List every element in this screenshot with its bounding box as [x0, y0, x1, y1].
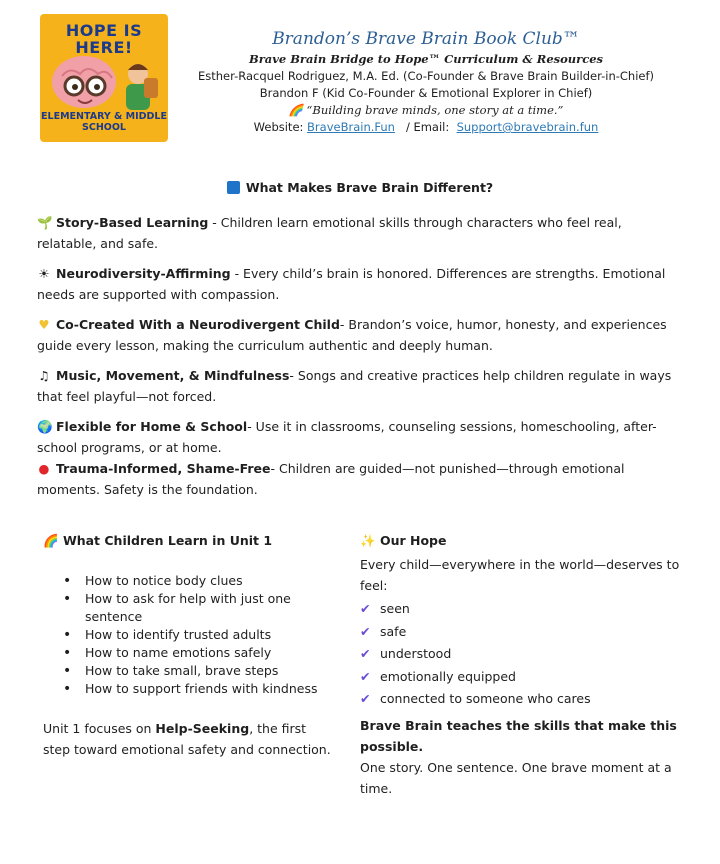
- website-label: Website:: [253, 120, 304, 134]
- features-list: [37, 212, 677, 509]
- list-item-text: safe: [380, 623, 407, 639]
- list-item: • How to name emotions safely: [63, 644, 333, 662]
- club-title: Brandon’s Brave Brain Book Club™: [272, 29, 580, 49]
- check-icon: ✔: [360, 623, 371, 639]
- feature-title: Music, Movement, & Mindfulness: [56, 368, 290, 383]
- list-item: • How to ask for help with just one sentence: [63, 590, 333, 626]
- hope-intro: Every child—everywhere in the world—deserves to feel:: [360, 557, 680, 593]
- sun-icon: ☀: [38, 266, 50, 281]
- note-pre: Unit 1 focuses on: [43, 721, 156, 736]
- unit-focus-note: [43, 718, 333, 760]
- curriculum-title: Brave Brain Bridge to Hope™ Curriculum & Resources: [248, 52, 603, 66]
- feature-text: - Every child’s brain is honored. Differences are strengths. Emotional needs are supported with compassion.: [37, 266, 666, 302]
- email-label: / Email:: [405, 120, 450, 134]
- hope-heading-text: Our Hope: [379, 533, 447, 548]
- learn-list: [63, 572, 333, 698]
- red-circle-icon: ●: [38, 461, 50, 476]
- feature-text: - Children are guided—not punished—through emotional moments. Safety is the foundation.: [37, 461, 625, 497]
- list-item: • How to identify trusted adults: [63, 626, 333, 644]
- check-icon: ✔: [360, 646, 371, 661]
- feature-item: [37, 263, 677, 305]
- contact-line: [176, 119, 676, 136]
- feature-item: [37, 416, 677, 458]
- learn-heading: [43, 532, 333, 550]
- feature-title: Story-Based Learning: [56, 215, 209, 230]
- yellow-heart-icon: ♥: [38, 317, 50, 332]
- list-item: [360, 643, 680, 666]
- list-item: [360, 666, 680, 689]
- feature-text: - Children learn emotional skills through characters who feel real, relatable, and safe.: [37, 215, 622, 251]
- feature-text: - Use it in classrooms, counseling sessions, homeschooling, after-school programs, or at home.: [37, 419, 657, 455]
- globe-icon: 🌍: [37, 419, 53, 434]
- founder-line: Esther-Racquel Rodriguez, M.A. Ed. (Co-Founder & Brave Brain Builder-in-Chief): [197, 69, 655, 83]
- list-item: • How to take small, brave steps: [63, 662, 333, 680]
- list-item: [360, 688, 680, 711]
- list-item: • How to support friends with kindness: [63, 680, 333, 698]
- rainbow-icon: 🌈: [43, 533, 59, 548]
- feature-title: Trauma-Informed, Shame-Free: [56, 461, 271, 476]
- different-heading-text: What Makes Brave Brain Different?: [245, 180, 494, 195]
- hope-is-here-logo: [40, 14, 168, 142]
- feature-text: - Songs and creative practices help children regulate in ways that feel playful—not forced.: [37, 368, 672, 404]
- seedling-icon: 🌱: [37, 215, 53, 230]
- sparkles-icon: ✨: [360, 533, 376, 548]
- feature-item: [37, 365, 677, 407]
- feature-title: Co-Created With a Neurodivergent Child: [56, 317, 340, 332]
- blue-book-icon: [227, 181, 240, 194]
- learn-column: [43, 532, 333, 760]
- hope-closing: One story. One sentence. One brave moment at a time.: [360, 759, 672, 796]
- header: [176, 28, 676, 136]
- different-heading: [0, 179, 720, 197]
- logo-top-text: HOPE IS HERE!: [65, 21, 143, 57]
- check-icon: ✔: [360, 601, 371, 616]
- list-item: [360, 621, 680, 644]
- brain-character-icon: [40, 52, 168, 114]
- feature-item: [37, 212, 677, 254]
- check-icon: ✔: [360, 691, 371, 706]
- list-item-text: seen: [380, 601, 410, 616]
- check-icon: ✔: [360, 668, 371, 684]
- tagline-text: “Building brave minds, one story at a time.”: [306, 103, 564, 117]
- note-post: , the first step toward emotional safety and connection.: [43, 721, 331, 757]
- hope-bold-line: Brave Brain teaches the skills that make this possible.: [360, 717, 677, 754]
- tagline: [176, 102, 676, 119]
- list-item: [360, 598, 680, 621]
- rainbow-icon: 🌈: [288, 103, 303, 117]
- list-item-text: understood: [380, 646, 452, 661]
- list-item-text: emotionally equipped: [380, 668, 516, 684]
- note-bold: Help-Seeking: [155, 721, 250, 736]
- feature-title: Flexible for Home & School: [56, 419, 248, 434]
- learn-heading-text: What Children Learn in Unit 1: [62, 533, 273, 548]
- email-link[interactable]: Support@bravebrain.fun: [456, 120, 599, 134]
- list-item: • How to notice body clues: [63, 572, 333, 590]
- feature-title: Neurodiversity-Affirming: [56, 266, 231, 281]
- list-item-text: connected to someone who cares: [380, 691, 591, 706]
- logo-bottom-text: ELEMENTARY & MIDDLE SCHOOL: [41, 111, 167, 133]
- music-notes-icon: ♫: [38, 368, 50, 383]
- hope-column: [360, 532, 680, 799]
- hope-heading: [360, 532, 680, 550]
- feature-item: [37, 314, 677, 356]
- website-link[interactable]: BraveBrain.Fun: [307, 120, 395, 134]
- feature-item: [37, 458, 677, 500]
- feelings-list: [360, 598, 680, 711]
- feature-text: - Brandon’s voice, humor, honesty, and experiences guide every lesson, making the curriculum authentic and deeply human.: [37, 317, 667, 353]
- cofounder-line: Brandon F (Kid Co-Founder & Emotional Explorer in Chief): [259, 86, 593, 100]
